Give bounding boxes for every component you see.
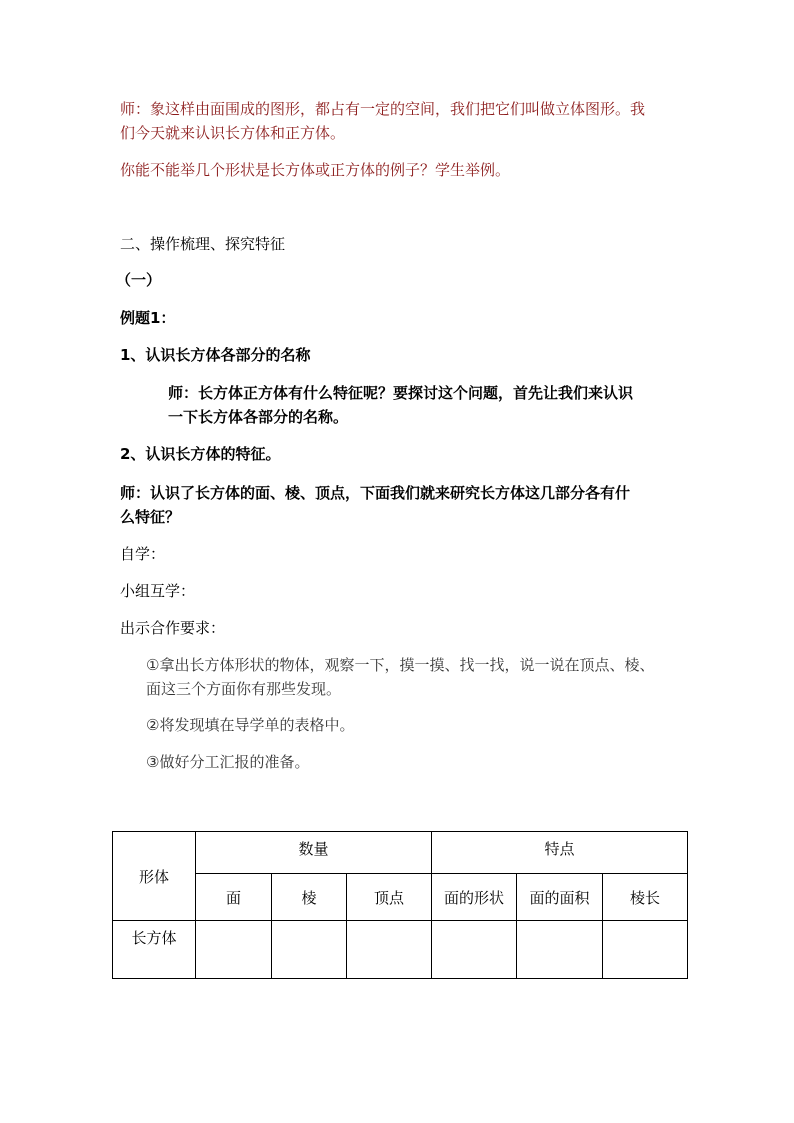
group-study-label: 小组互学：	[120, 582, 196, 600]
header-quantity: 数量	[196, 832, 432, 874]
item2-teacher-line-1: 师：认识了长方体的面、棱、顶点，下面我们就来研究长方体这几部分各有什	[120, 484, 631, 502]
subheader-vertex: 顶点	[347, 874, 432, 921]
item1-teacher-line-2: 一下长方体各部分的名称。	[168, 408, 349, 426]
self-study-label: 自学：	[120, 545, 166, 563]
requirement-2: ②将发现填在导学单的表格中。	[146, 716, 355, 734]
cell-face-area[interactable]	[517, 921, 603, 979]
requirement-3: ③做好分工汇报的准备。	[146, 753, 310, 771]
cell-edge-length[interactable]	[603, 921, 688, 979]
subheader-face-shape: 面的形状	[432, 874, 517, 921]
intro-teacher-line-2: 们今天就来认识长方体和正方体。	[120, 124, 346, 142]
intro-question: 你能不能举几个形状是长方体或正方体的例子？学生举例。	[120, 161, 511, 179]
requirement-1-line-1: ①拿出长方体形状的物体，观察一下，摸一摸、找一找，说一说在顶点、棱、	[146, 656, 655, 674]
table-header-row	[113, 832, 688, 874]
item2-teacher-line-2: 么特征？	[120, 508, 181, 526]
subheader-edge: 棱	[272, 874, 347, 921]
subheader-edge-length: 棱长	[603, 874, 688, 921]
row-label-cuboid: 长方体	[113, 921, 196, 979]
table-subheader-row	[113, 874, 688, 921]
cell-face-shape[interactable]	[432, 921, 517, 979]
feature-table	[112, 831, 688, 979]
table-row	[113, 921, 688, 979]
section-heading: 二、操作梳理、探究特征	[120, 235, 286, 253]
section-sub: （一）	[116, 271, 162, 289]
requirements-title: 出示合作要求：	[120, 619, 226, 637]
item2-heading: 2、认识长方体的特征。	[120, 445, 281, 463]
cell-edge-count[interactable]	[272, 921, 347, 979]
subheader-face: 面	[196, 874, 272, 921]
subheader-face-area: 面的面积	[517, 874, 603, 921]
item1-teacher-line-1: 师：长方体正方体有什么特征呢？要探讨这个问题，首先让我们来认识	[168, 384, 634, 402]
intro-teacher-line-1: 师：象这样由面围成的图形，都占有一定的空间，我们把它们叫做立体图形。我	[120, 100, 646, 118]
cell-vertex-count[interactable]	[347, 921, 432, 979]
cell-face-count[interactable]	[196, 921, 272, 979]
example-label: 例题1：	[120, 309, 176, 327]
header-shape: 形体	[113, 832, 196, 921]
item1-heading: 1、认识长方体各部分的名称	[120, 346, 311, 364]
header-feature: 特点	[432, 832, 688, 874]
requirement-1-line-2: 面这三个方面你有那些发现。	[146, 680, 342, 698]
